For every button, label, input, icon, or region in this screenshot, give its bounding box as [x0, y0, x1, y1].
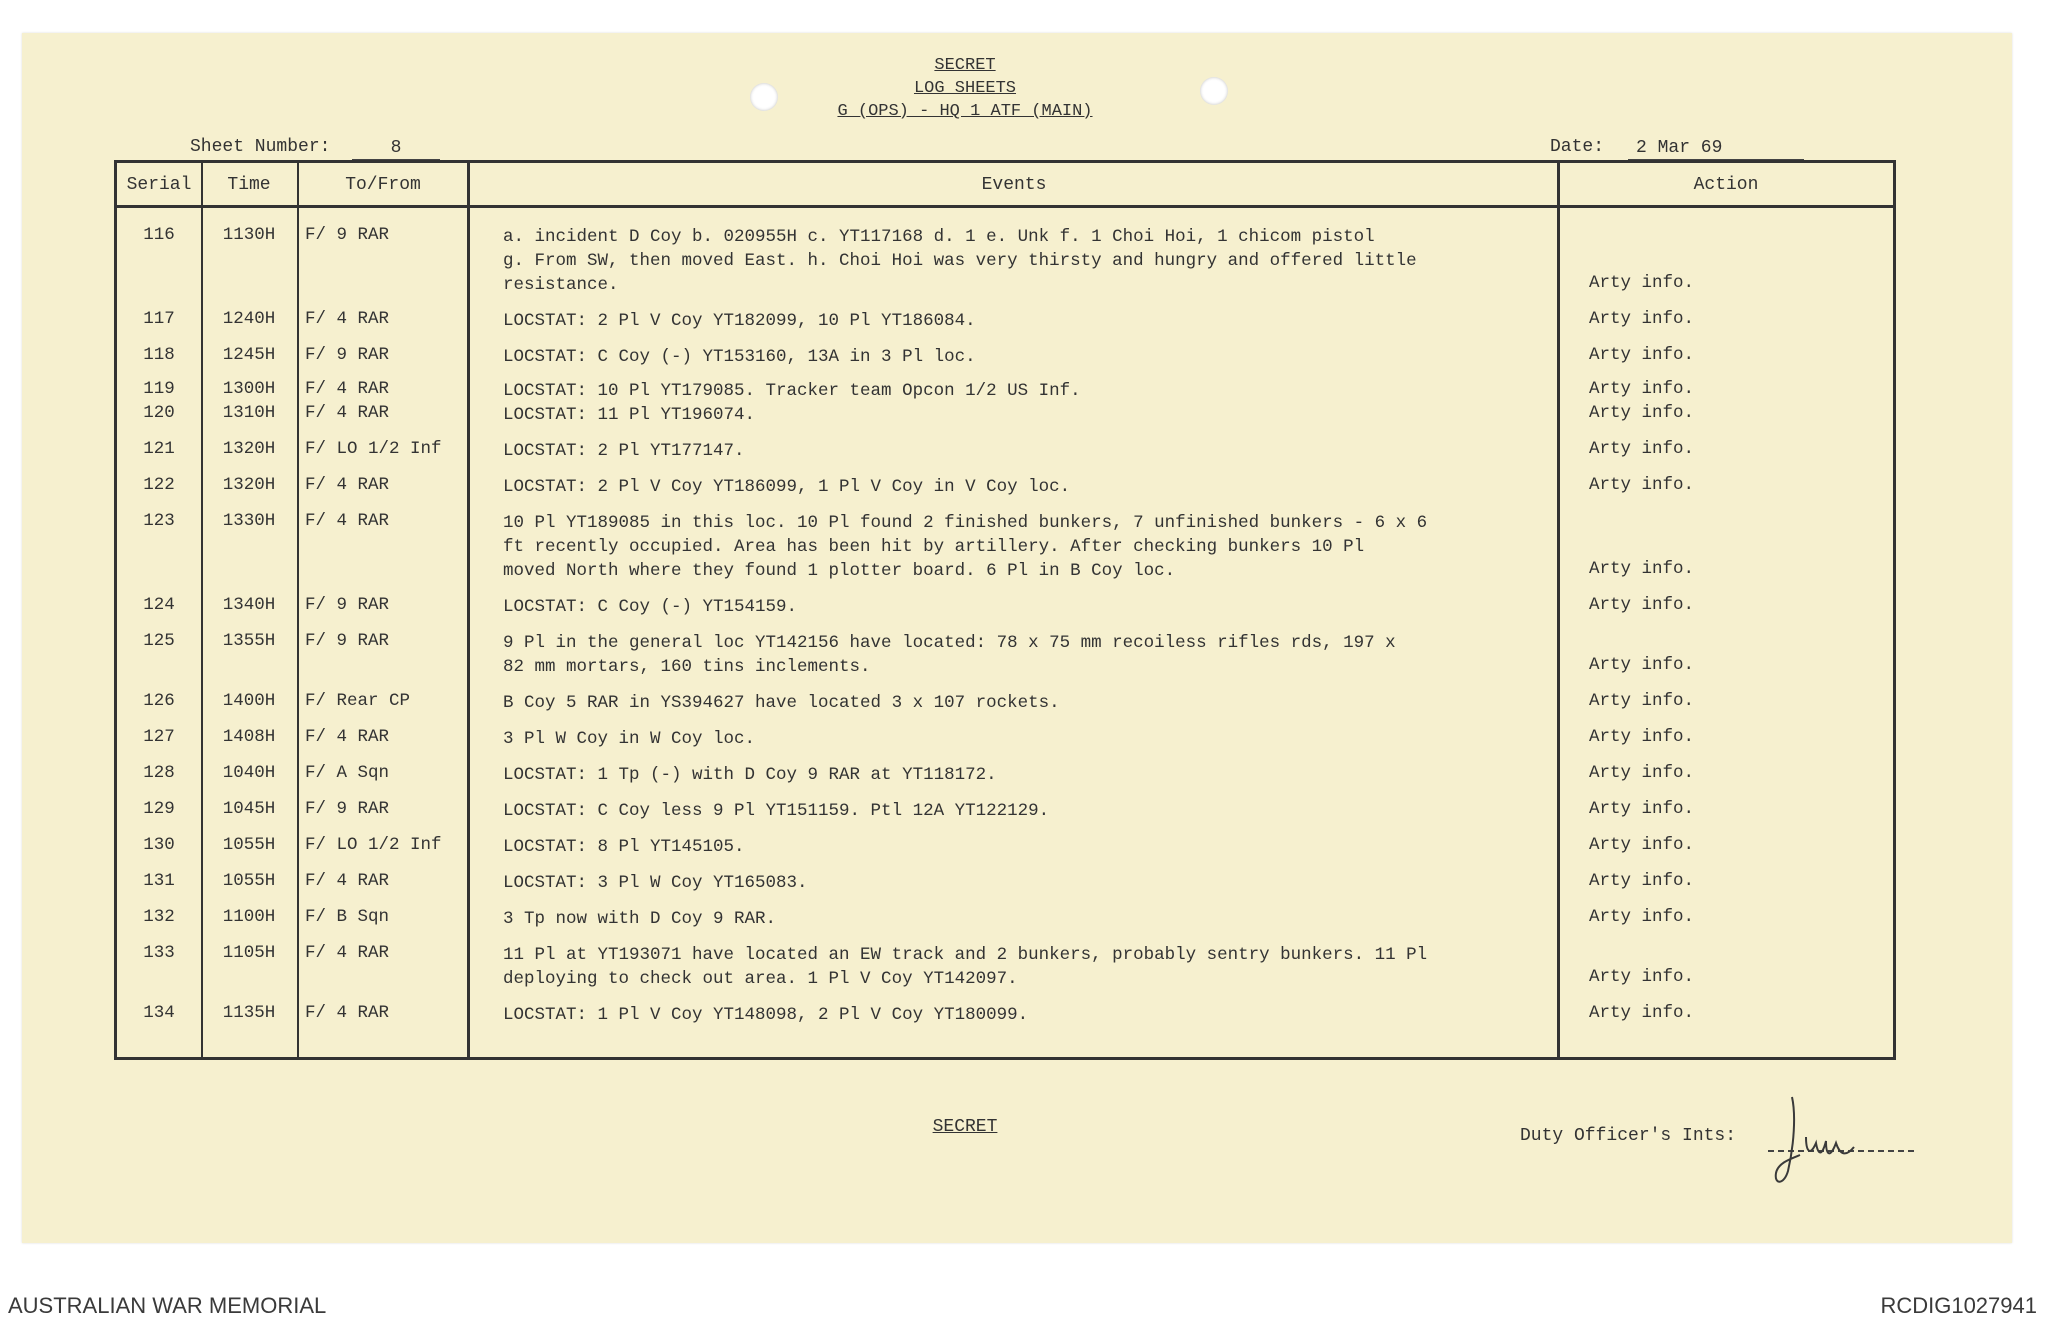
col-head-events: Events — [469, 163, 1559, 208]
events-cell — [503, 225, 1573, 297]
time-cell: 1330H — [222, 511, 276, 531]
events-line: moved North where they found 1 plotter board. 6 Pl in B Coy loc. — [503, 561, 1176, 581]
events-cell — [503, 799, 1573, 823]
action-cell: Arty info. — [1589, 379, 1695, 399]
to-from-cell: F/ 4 RAR — [305, 943, 390, 963]
to-from-cell: F/ Rear CP — [305, 691, 411, 711]
archive-name: AUSTRALIAN WAR MEMORIAL — [8, 1293, 327, 1318]
events-line: LOCSTAT: C Coy (-) YT153160, 13A in 3 Pl loc. — [503, 347, 976, 367]
events-cell — [503, 379, 1573, 403]
time-cell: 1320H — [222, 475, 276, 495]
events-cell — [503, 511, 1573, 583]
to-from-cell: F/ 4 RAR — [305, 871, 390, 891]
events-line: LOCSTAT: 2 Pl V Coy YT182099, 10 Pl YT186084. — [503, 311, 976, 331]
to-from-cell: F/ LO 1/2 Inf — [305, 835, 442, 855]
events-line: LOCSTAT: 8 Pl YT145105. — [503, 837, 745, 857]
time-cell: 1055H — [222, 871, 276, 891]
time-cell: 1240H — [222, 309, 276, 329]
events-line: B Coy 5 RAR in YS394627 have located 3 x 107 rockets. — [503, 693, 1060, 713]
time-cell: 1340H — [222, 595, 276, 615]
serial-cell: 116 — [143, 225, 175, 245]
time-cell: 1355H — [222, 631, 276, 651]
events-line: LOCSTAT: C Coy (-) YT154159. — [503, 597, 798, 617]
events-cell — [503, 475, 1573, 499]
events-line: LOCSTAT: 11 Pl YT196074. — [503, 405, 756, 425]
serial-cell: 133 — [143, 943, 175, 963]
unit-title: G (OPS) - HQ 1 ATF (MAIN) — [837, 102, 1093, 121]
serial-cell: 121 — [143, 439, 175, 459]
punch-hole-right — [1200, 77, 1228, 105]
time-cell: 1100H — [222, 907, 276, 927]
to-from-cell: F/ 4 RAR — [305, 511, 390, 531]
events-cell — [503, 871, 1573, 895]
header-center — [800, 54, 1130, 123]
to-from-cell: F/ 9 RAR — [305, 225, 390, 245]
action-cell: Arty info. — [1589, 727, 1695, 747]
serial-cell: 131 — [143, 871, 175, 891]
date-label: Date: — [1550, 137, 1605, 157]
events-cell — [503, 727, 1573, 751]
events-line: 11 Pl at YT193071 have located an EW track and 2 bunkers, probably sentry bunkers. 11 Pl — [503, 945, 1428, 965]
to-from-cell: F/ 9 RAR — [305, 345, 390, 365]
events-cell — [503, 631, 1573, 679]
sheet-number-label: Sheet Number: — [190, 137, 331, 157]
events-line: LOCSTAT: 1 Tp (-) with D Coy 9 RAR at YT118172. — [503, 765, 997, 785]
serial-cell: 124 — [143, 595, 175, 615]
events-cell — [503, 907, 1573, 931]
action-cell: Arty info. — [1589, 835, 1695, 855]
action-cell: Arty info. — [1589, 763, 1695, 783]
duty-officer-label: Duty Officer's Ints: — [1520, 1126, 1737, 1146]
serial-cell: 125 — [143, 631, 175, 651]
col-head-time: Time — [201, 163, 297, 208]
events-cell — [503, 835, 1573, 859]
classification-top: SECRET — [934, 56, 996, 75]
action-cell: Arty info. — [1589, 273, 1695, 293]
time-cell: 1300H — [222, 379, 276, 399]
events-line: resistance. — [503, 275, 619, 295]
action-cell: Arty info. — [1589, 799, 1695, 819]
action-cell: Arty info. — [1589, 595, 1695, 615]
time-cell: 1105H — [222, 943, 276, 963]
serial-cell: 126 — [143, 691, 175, 711]
action-cell: Arty info. — [1589, 559, 1695, 579]
events-line: deploying to check out area. 1 Pl V Coy YT142097. — [503, 969, 1018, 989]
serial-cell: 117 — [143, 309, 175, 329]
to-from-cell: F/ A Sqn — [305, 763, 390, 783]
to-from-cell: F/ 9 RAR — [305, 595, 390, 615]
col-head-to-from: To/From — [297, 163, 469, 208]
time-cell: 1135H — [222, 1003, 276, 1023]
action-cell: Arty info. — [1589, 345, 1695, 365]
action-cell: Arty info. — [1589, 403, 1695, 423]
punch-hole-left — [750, 83, 778, 111]
sheet-number-value: 8 — [352, 137, 440, 161]
to-from-cell: F/ 9 RAR — [305, 799, 390, 819]
events-line: g. From SW, then moved East. h. Choi Hoi was very thirsty and hungry and offered little — [503, 251, 1417, 271]
events-line: LOCSTAT: 10 Pl YT179085. Tracker team Opcon 1/2 US Inf. — [503, 381, 1081, 401]
to-from-cell: F/ 4 RAR — [305, 379, 390, 399]
serial-cell: 134 — [143, 1003, 175, 1023]
events-line: 3 Tp now with D Coy 9 RAR. — [503, 909, 777, 929]
time-cell: 1055H — [222, 835, 276, 855]
serial-cell: 129 — [143, 799, 175, 819]
to-from-cell: F/ B Sqn — [305, 907, 390, 927]
date-value: 2 Mar 69 — [1628, 137, 1804, 161]
events-cell — [503, 403, 1573, 427]
events-cell — [503, 595, 1573, 619]
document-title: LOG SHEETS — [913, 79, 1017, 98]
serial-cell: 122 — [143, 475, 175, 495]
events-line: LOCSTAT: 2 Pl V Coy YT186099, 1 Pl V Coy in V Coy loc. — [503, 477, 1071, 497]
log-table — [114, 160, 1896, 1060]
divider-to-from — [467, 163, 470, 1057]
to-from-cell: F/ 4 RAR — [305, 403, 390, 423]
time-cell: 1310H — [222, 403, 276, 423]
serial-cell: 118 — [143, 345, 175, 365]
serial-cell: 130 — [143, 835, 175, 855]
action-cell: Arty info. — [1589, 1003, 1695, 1023]
archive-id: RCDIG1027941 — [1880, 1293, 2037, 1318]
serial-cell: 119 — [143, 379, 175, 399]
events-line: a. incident D Coy b. 020955H c. YT117168 d. 1 e. Unk f. 1 Choi Hoi, 1 chicom pistol — [503, 227, 1375, 247]
time-cell: 1045H — [222, 799, 276, 819]
events-cell — [503, 763, 1573, 787]
action-cell: Arty info. — [1589, 309, 1695, 329]
to-from-cell: F/ LO 1/2 Inf — [305, 439, 442, 459]
time-cell: 1400H — [222, 691, 276, 711]
events-line: ft recently occupied. Area has been hit by artillery. After checking bunkers 10 Pl — [503, 537, 1365, 557]
to-from-cell: F/ 4 RAR — [305, 475, 390, 495]
action-cell: Arty info. — [1589, 691, 1695, 711]
action-cell: Arty info. — [1589, 967, 1695, 987]
serial-cell: 120 — [143, 403, 175, 423]
events-cell — [503, 439, 1573, 463]
serial-cell: 132 — [143, 907, 175, 927]
events-line: LOCSTAT: 1 Pl V Coy YT148098, 2 Pl V Coy YT180099. — [503, 1005, 1029, 1025]
serial-cell: 127 — [143, 727, 175, 747]
time-cell: 1408H — [222, 727, 276, 747]
events-cell — [503, 345, 1573, 369]
duty-officer-signature — [1770, 1085, 1880, 1195]
classification-bottom: SECRET — [932, 1117, 998, 1137]
action-cell: Arty info. — [1589, 907, 1695, 927]
serial-cell: 123 — [143, 511, 175, 531]
col-head-serial: Serial — [117, 163, 201, 208]
to-from-cell: F/ 4 RAR — [305, 727, 390, 747]
events-line: LOCSTAT: 2 Pl YT177147. — [503, 441, 745, 461]
events-line: LOCSTAT: C Coy less 9 Pl YT151159. Ptl 12A YT122129. — [503, 801, 1050, 821]
events-cell — [503, 943, 1573, 991]
action-cell: Arty info. — [1589, 439, 1695, 459]
time-cell: 1040H — [222, 763, 276, 783]
events-line: LOCSTAT: 3 Pl W Coy YT165083. — [503, 873, 808, 893]
events-cell — [503, 309, 1573, 333]
to-from-cell: F/ 4 RAR — [305, 1003, 390, 1023]
serial-cell: 128 — [143, 763, 175, 783]
events-cell — [503, 1003, 1573, 1027]
to-from-cell: F/ 4 RAR — [305, 309, 390, 329]
time-cell: 1320H — [222, 439, 276, 459]
action-cell: Arty info. — [1589, 871, 1695, 891]
events-cell — [503, 691, 1573, 715]
events-line: 82 mm mortars, 160 tins inclements. — [503, 657, 871, 677]
divider-time — [297, 163, 299, 1057]
action-cell: Arty info. — [1589, 655, 1695, 675]
action-cell: Arty info. — [1589, 475, 1695, 495]
time-cell: 1245H — [222, 345, 276, 365]
events-line: 9 Pl in the general loc YT142156 have located: 78 x 75 mm recoiless rifles rds, 197 x — [503, 633, 1396, 653]
col-head-action: Action — [1559, 163, 1893, 208]
to-from-cell: F/ 9 RAR — [305, 631, 390, 651]
events-line: 3 Pl W Coy in W Coy loc. — [503, 729, 756, 749]
events-line: 10 Pl YT189085 in this loc. 10 Pl found 2 finished bunkers, 7 unfinished bunkers - 6 x 6 — [503, 513, 1428, 533]
time-cell: 1130H — [222, 225, 276, 245]
